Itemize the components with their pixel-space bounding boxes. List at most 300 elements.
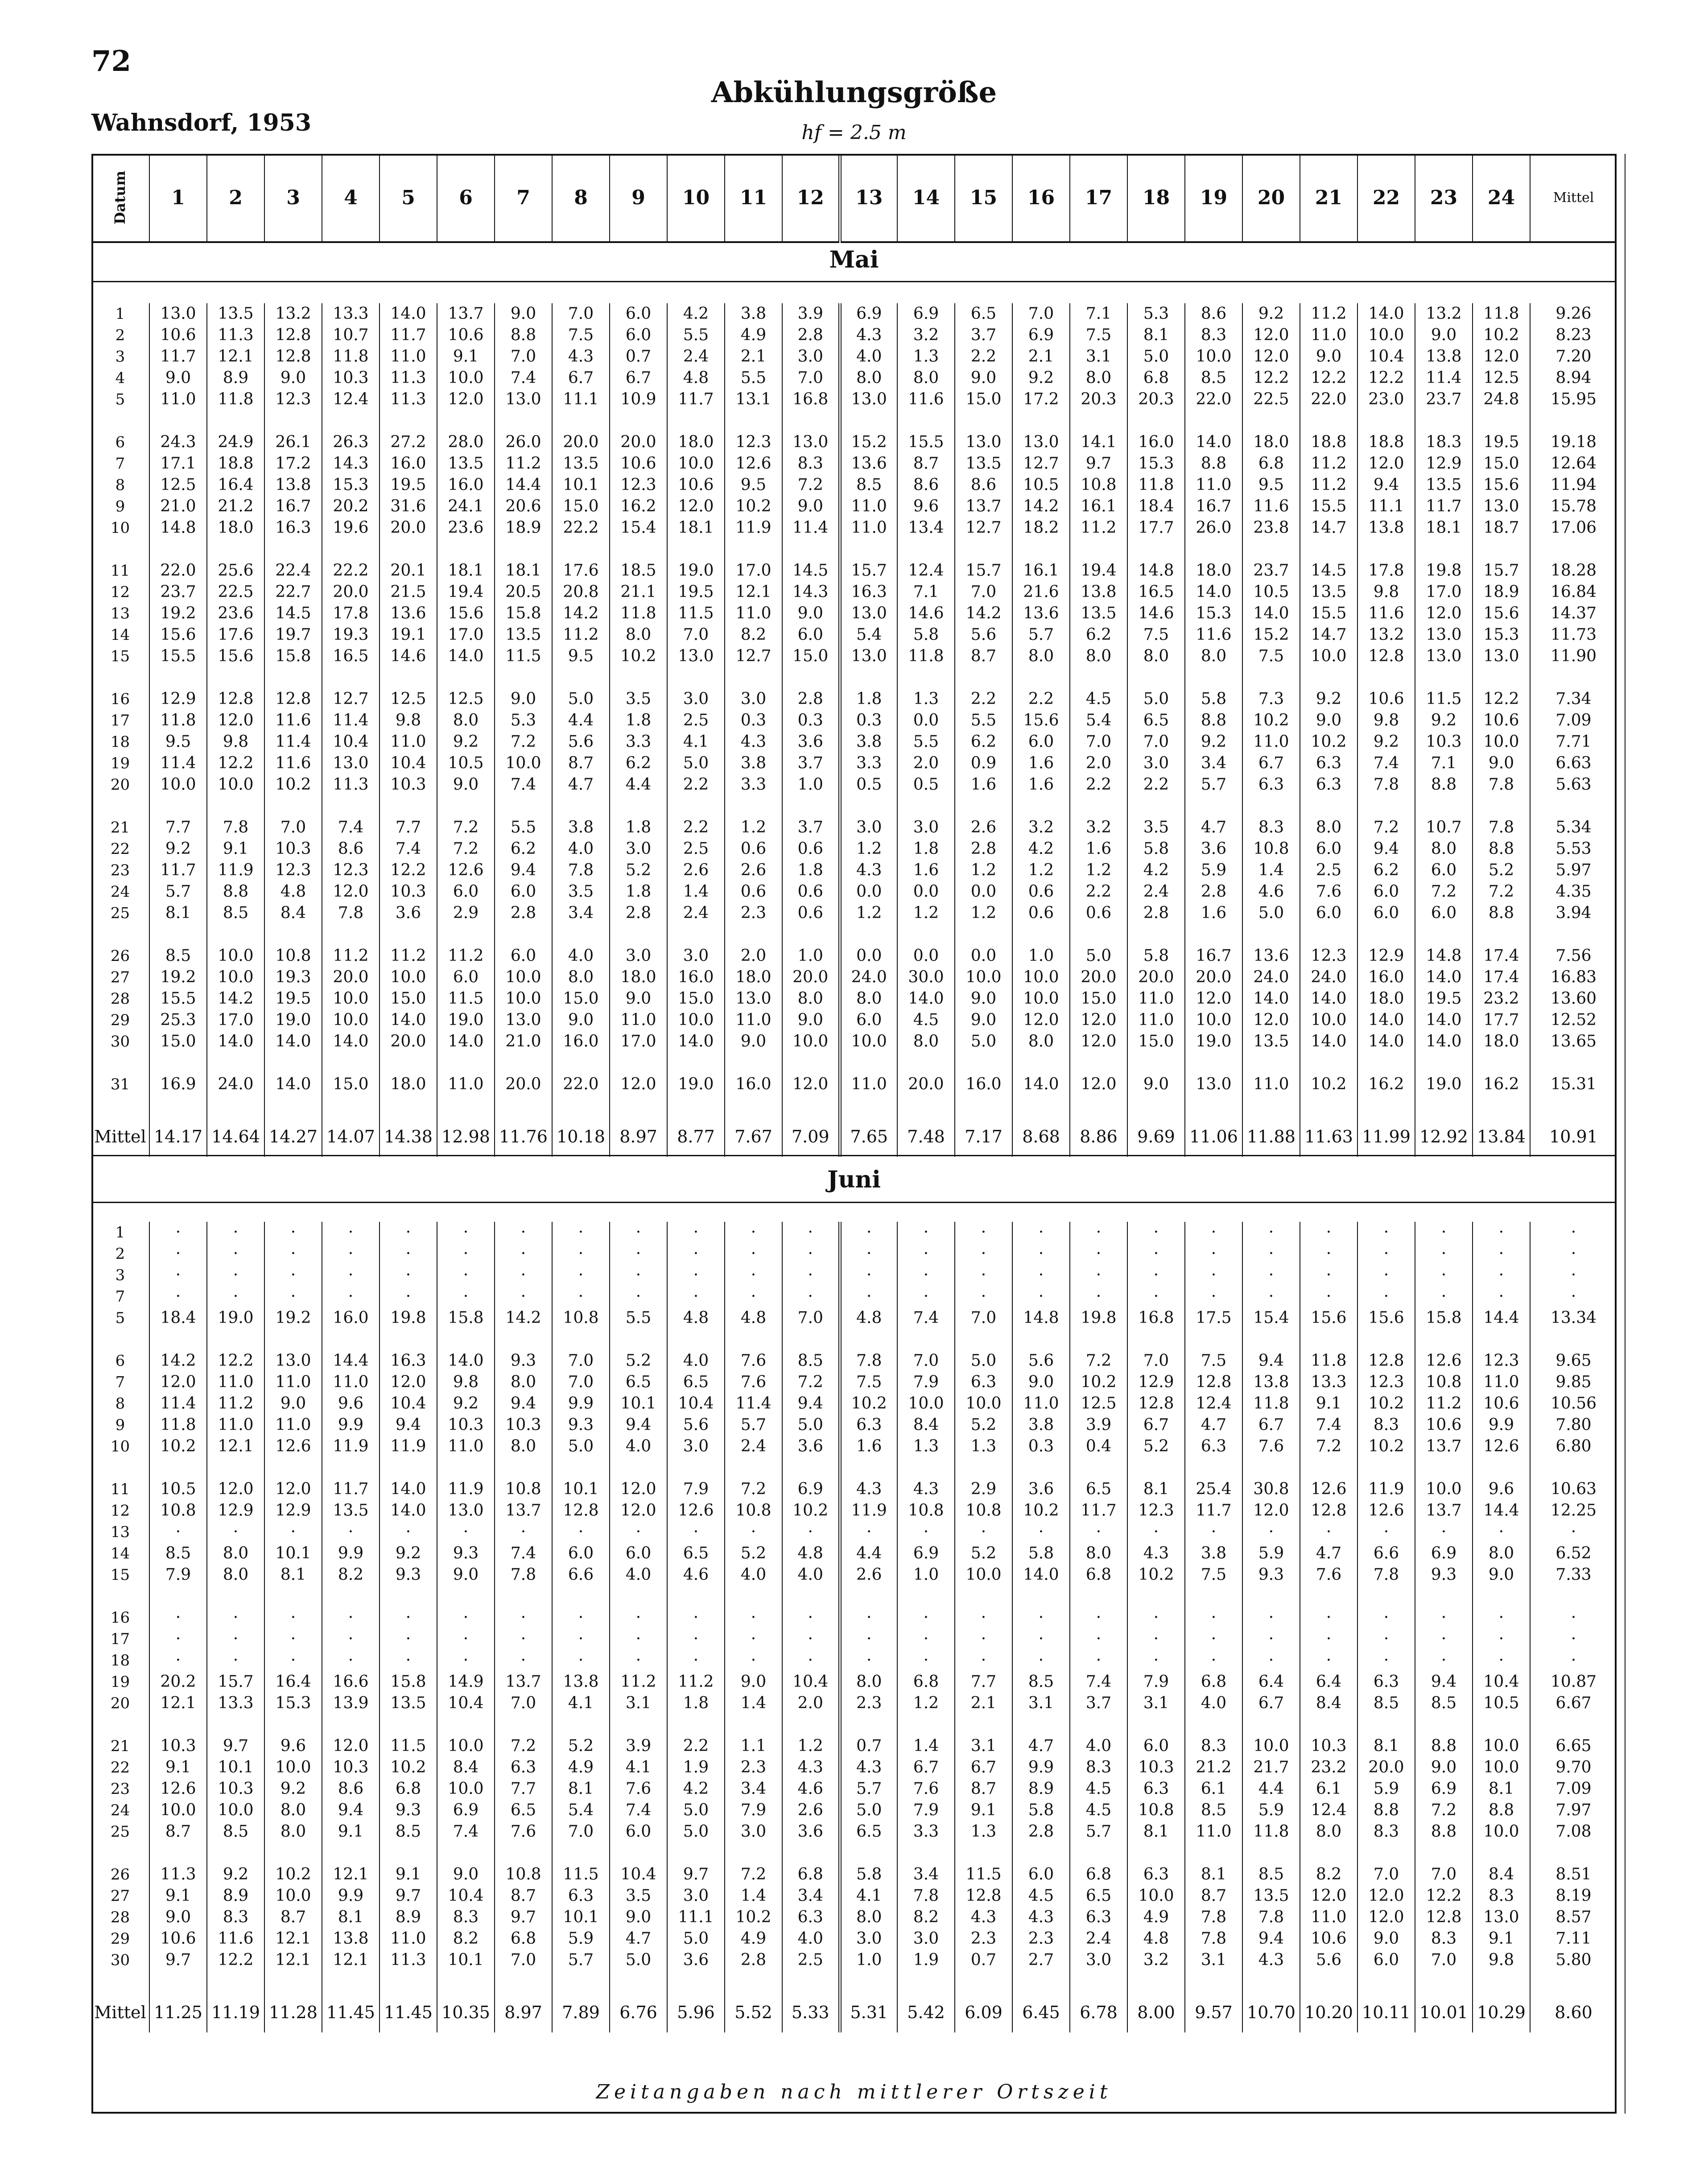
hour-value: 7.0 [782, 367, 840, 389]
hour-mean-value: 11.45 [380, 1992, 437, 2032]
table-row [91, 1500, 1617, 1521]
hour-mean-value: 7.09 [782, 1117, 840, 1157]
hour-value: 12.1 [264, 1928, 322, 1950]
hour-value: 14.0 [897, 988, 955, 1010]
gap-cell [1012, 1095, 1070, 1117]
hour-value: 10.6 [610, 453, 667, 474]
hour-value: · [1127, 1222, 1185, 1243]
hour-value: · [1415, 1243, 1473, 1265]
hour-mean-value: 9.69 [1127, 1117, 1185, 1157]
gap-cell [1070, 1971, 1127, 1992]
hour-value: · [322, 1521, 380, 1543]
hour-value: 24.1 [437, 496, 495, 517]
hour-value: 9.2 [1185, 731, 1242, 753]
hour-value: · [1070, 1265, 1127, 1286]
gap-cell [610, 924, 667, 945]
hour-value: 9.9 [322, 1543, 380, 1564]
hour-value: 9.3 [552, 1414, 610, 1436]
gap-cell [264, 667, 322, 688]
hour-value: 6.2 [955, 731, 1012, 753]
hour-value: 10.5 [437, 753, 495, 774]
hour-value: 1.4 [897, 1735, 955, 1757]
hour-value: 11.2 [1300, 453, 1357, 474]
hour-value: 19.7 [264, 624, 322, 646]
gap-cell [322, 667, 380, 688]
table-row [91, 432, 1617, 453]
hour-value: 14.4 [1473, 1500, 1530, 1521]
hour-value: 12.0 [207, 1479, 264, 1500]
hour-value: 5.8 [1127, 838, 1185, 860]
column-header [91, 154, 1617, 243]
day-mean-value: 13.65 [1530, 1031, 1617, 1052]
day-label: 24 [110, 883, 130, 901]
gap-cell [1127, 1714, 1185, 1735]
hour-value: 13.5 [955, 453, 1012, 474]
table-row [91, 1693, 1617, 1714]
gap-cell [1473, 1714, 1530, 1735]
hour-value: 14.8 [149, 517, 207, 539]
gap-cell [897, 1586, 955, 1607]
table-row [91, 346, 1617, 367]
hour-value: 9.8 [1357, 581, 1415, 603]
hour-value: 3.8 [840, 731, 897, 753]
group-gap [91, 1714, 1617, 1735]
hour-value: 8.0 [1473, 1543, 1530, 1564]
hour-value: 13.6 [1012, 603, 1070, 624]
gap-cell [91, 1329, 149, 1350]
hour-value: 2.6 [725, 860, 782, 881]
hour-value: 10.0 [1127, 1885, 1185, 1907]
day-label: 17 [110, 712, 130, 730]
gap-cell [955, 1052, 1012, 1074]
hour-value: · [1070, 1521, 1127, 1543]
hour-value: · [1473, 1607, 1530, 1628]
hour-value: 0.5 [840, 774, 897, 796]
hour-value: 12.0 [322, 881, 380, 903]
hour-value: 9.0 [782, 496, 840, 517]
table-row [91, 1778, 1617, 1800]
hour-value: 8.4 [897, 1414, 955, 1436]
hour-value: 0.3 [782, 710, 840, 731]
gap-cell [322, 1052, 380, 1074]
hour-mean-value: 11.99 [1357, 1117, 1415, 1157]
hour-value: 6.5 [610, 1372, 667, 1393]
hour-value: 4.2 [1127, 860, 1185, 881]
hour-value: 11.1 [1357, 496, 1415, 517]
hour-value: 14.0 [322, 1031, 380, 1052]
hour-value: 11.0 [264, 1372, 322, 1393]
hour-value: 7.4 [380, 838, 437, 860]
table-row [91, 1031, 1617, 1052]
hour-value: 9.3 [495, 1350, 552, 1372]
hour-mean-value: 5.96 [667, 1992, 725, 2032]
hour-value: · [955, 1286, 1012, 1307]
hour-value: · [1012, 1243, 1070, 1265]
hour-value: · [610, 1286, 667, 1307]
gap-cell [1415, 924, 1473, 945]
hour-value: 13.5 [207, 303, 264, 325]
hour-value: 21.2 [207, 496, 264, 517]
hour-value: · [552, 1628, 610, 1650]
header-hour-14: 14 [897, 154, 955, 242]
hour-value: 2.4 [1070, 1928, 1127, 1950]
gap-cell [667, 1842, 725, 1864]
hour-value: 12.8 [207, 688, 264, 710]
hour-value: · [840, 1286, 897, 1307]
hour-value: · [495, 1521, 552, 1543]
hour-value: 9.3 [1415, 1564, 1473, 1586]
hour-value: 10.6 [1473, 710, 1530, 731]
hour-value: 1.8 [610, 817, 667, 838]
hour-value: 2.8 [1012, 1821, 1070, 1842]
day-mean-value: 11.90 [1530, 646, 1617, 667]
hour-value: 19.4 [1070, 560, 1127, 581]
hour-value: 10.0 [207, 967, 264, 988]
gap-cell [1012, 1842, 1070, 1864]
hour-value: 13.0 [149, 303, 207, 325]
hour-value: 14.4 [322, 1350, 380, 1372]
table-row [91, 1010, 1617, 1031]
hour-value: 3.6 [782, 1436, 840, 1457]
hour-value: 7.6 [897, 1778, 955, 1800]
gap-cell [552, 1971, 610, 1992]
gap-cell [1357, 667, 1415, 688]
hour-value: 11.2 [1300, 474, 1357, 496]
table-row [91, 581, 1617, 603]
hour-value: 11.3 [322, 774, 380, 796]
hour-value: 8.7 [552, 753, 610, 774]
month-table-mai [91, 303, 1617, 1157]
hour-value: 7.2 [495, 731, 552, 753]
hour-value: 8.9 [207, 367, 264, 389]
gap-cell [667, 1095, 725, 1117]
hour-value: 6.0 [1357, 1950, 1415, 1971]
hour-value: 6.9 [1012, 325, 1070, 346]
hour-value: · [840, 1265, 897, 1286]
hour-value: 9.0 [1127, 1074, 1185, 1095]
hour-value: 12.0 [1357, 453, 1415, 474]
hour-value: 4.4 [552, 710, 610, 731]
hour-value: 8.3 [1415, 1928, 1473, 1950]
hour-value: 9.2 [264, 1778, 322, 1800]
hour-value: 11.4 [149, 753, 207, 774]
hour-value: · [437, 1521, 495, 1543]
hour-value: 9.6 [897, 496, 955, 517]
hour-value: 16.0 [725, 1074, 782, 1095]
hour-value: 11.0 [610, 1010, 667, 1031]
hour-mean-value: 10.11 [1357, 1992, 1415, 2032]
hour-value: 20.2 [322, 496, 380, 517]
hour-value: 9.0 [149, 1907, 207, 1928]
table-row [91, 945, 1617, 967]
hour-value: 10.8 [552, 1307, 610, 1329]
hour-value: · [1185, 1521, 1242, 1543]
hour-value: 19.5 [264, 988, 322, 1010]
gap-cell [1473, 1842, 1530, 1864]
gap-cell [207, 539, 264, 560]
hour-value: 14.2 [495, 1307, 552, 1329]
hour-value: 12.6 [1300, 1479, 1357, 1500]
hour-value: 4.6 [782, 1778, 840, 1800]
hour-value: 23.2 [1300, 1757, 1357, 1778]
hour-value: 19.0 [667, 1074, 725, 1095]
gap-cell [264, 796, 322, 817]
day-label: 1 [115, 305, 125, 323]
gap-cell [667, 1052, 725, 1074]
hour-value: 10.6 [1357, 688, 1415, 710]
hour-value: 4.5 [1012, 1885, 1070, 1907]
hour-value: 8.0 [437, 710, 495, 731]
gap-cell [840, 1052, 897, 1074]
hour-value: 12.9 [1127, 1372, 1185, 1393]
hour-value: 7.1 [897, 581, 955, 603]
month-divider-mai [91, 281, 1617, 282]
hour-value: 5.0 [667, 753, 725, 774]
hour-value: 8.0 [840, 1671, 897, 1693]
hour-value: · [782, 1650, 840, 1671]
hour-value: 7.0 [897, 1350, 955, 1372]
hour-value: 5.8 [1012, 1800, 1070, 1821]
hour-value: 8.9 [207, 1885, 264, 1907]
hour-value: 10.0 [207, 1800, 264, 1821]
hour-value: 8.7 [897, 453, 955, 474]
gap-cell [437, 1457, 495, 1479]
hour-value: 3.6 [380, 903, 437, 924]
gap-cell [495, 1095, 552, 1117]
hour-value: 7.9 [149, 1564, 207, 1586]
hour-value: 5.9 [552, 1928, 610, 1950]
gap-cell [380, 1714, 437, 1735]
gap-cell [725, 1052, 782, 1074]
hour-value: 6.3 [1300, 753, 1357, 774]
hour-value: 0.6 [782, 838, 840, 860]
hour-value: 10.0 [1473, 1821, 1530, 1842]
hour-value: 12.3 [1473, 1350, 1530, 1372]
hour-value: 9.4 [495, 860, 552, 881]
hour-value: 8.0 [782, 988, 840, 1010]
hour-value: 11.8 [149, 710, 207, 731]
gap-cell [264, 1714, 322, 1735]
hour-value: 15.3 [1185, 603, 1242, 624]
gap-cell [264, 410, 322, 432]
hour-value: 15.7 [207, 1671, 264, 1693]
gap-cell [1127, 539, 1185, 560]
hour-value: 4.7 [1185, 1414, 1242, 1436]
hour-value: 6.2 [1357, 860, 1415, 881]
hour-value: 20.0 [552, 432, 610, 453]
hour-value: 15.2 [1242, 624, 1300, 646]
hour-value: 16.0 [1357, 967, 1415, 988]
hour-value: · [437, 1222, 495, 1243]
hour-value: 11.8 [149, 1414, 207, 1436]
gap-cell [955, 667, 1012, 688]
hour-value: 10.7 [1415, 817, 1473, 838]
hour-value: 9.4 [1242, 1350, 1300, 1372]
hour-value: 16.0 [552, 1031, 610, 1052]
table-row [91, 1372, 1617, 1393]
hour-value: · [322, 1265, 380, 1286]
hour-value: 6.5 [495, 1800, 552, 1821]
hour-value: 7.4 [495, 774, 552, 796]
hour-value: 5.0 [552, 1436, 610, 1457]
gap-cell [1530, 1971, 1617, 1992]
header-mittel: Mittel [1530, 154, 1617, 242]
gap-cell [1127, 1052, 1185, 1074]
hour-value: 8.9 [1012, 1778, 1070, 1800]
hour-value: 10.0 [1300, 646, 1357, 667]
hour-value: 14.5 [782, 560, 840, 581]
hour-value: 16.2 [610, 496, 667, 517]
hour-value: 7.4 [495, 367, 552, 389]
hour-value: 22.4 [264, 560, 322, 581]
hour-value: 8.0 [1012, 646, 1070, 667]
hour-value: 9.2 [1357, 731, 1415, 753]
hour-mean-value: 8.00 [1127, 1992, 1185, 2032]
hour-value: 12.2 [380, 860, 437, 881]
table-row [91, 496, 1617, 517]
hour-value: · [1300, 1521, 1357, 1543]
gap-cell [610, 1842, 667, 1864]
hour-value: 2.4 [667, 903, 725, 924]
hour-value: 5.0 [1127, 346, 1185, 367]
hour-value: 7.8 [1473, 817, 1530, 838]
hour-value: 19.0 [264, 1010, 322, 1031]
hour-value: 10.3 [437, 1414, 495, 1436]
hour-value: 15.0 [552, 988, 610, 1010]
hour-value: 6.3 [552, 1885, 610, 1907]
hour-value: 10.0 [207, 945, 264, 967]
gap-cell [1530, 1052, 1617, 1074]
hour-value: 15.0 [1070, 988, 1127, 1010]
hour-value: 8.8 [1185, 710, 1242, 731]
gap-cell [207, 1329, 264, 1350]
table-row [91, 1393, 1617, 1414]
hour-value: 7.2 [1415, 881, 1473, 903]
gap-cell [955, 1095, 1012, 1117]
hour-value: 10.2 [1300, 1074, 1357, 1095]
hour-value: 7.6 [725, 1350, 782, 1372]
hour-value: 4.5 [897, 1010, 955, 1031]
hour-value: 6.5 [955, 303, 1012, 325]
hour-value: 4.0 [667, 1350, 725, 1372]
table-row [91, 1864, 1617, 1885]
hour-value: 0.9 [955, 753, 1012, 774]
gap-cell [897, 1457, 955, 1479]
hour-value: 6.3 [1357, 1671, 1415, 1693]
gap-cell [725, 1714, 782, 1735]
hour-value: 21.5 [380, 581, 437, 603]
hour-value: 3.4 [782, 1885, 840, 1907]
hour-value: 13.0 [725, 988, 782, 1010]
hour-value: · [1185, 1265, 1242, 1286]
hour-value: 5.5 [897, 731, 955, 753]
hour-value: 7.2 [1070, 1350, 1127, 1372]
hour-value: 10.2 [1357, 1393, 1415, 1414]
hour-value: 6.3 [840, 1414, 897, 1436]
gap-cell [91, 667, 149, 688]
hour-value: 9.5 [1242, 474, 1300, 496]
hour-value: 17.2 [1012, 389, 1070, 410]
hour-value: 13.2 [1415, 303, 1473, 325]
hour-value: · [1070, 1243, 1127, 1265]
hour-value: 10.0 [1185, 1010, 1242, 1031]
hour-value: 13.5 [552, 453, 610, 474]
group-gap [91, 1971, 1617, 1992]
hour-value: 9.4 [610, 1414, 667, 1436]
hour-value: 7.0 [552, 1821, 610, 1842]
hour-value: 1.6 [1185, 903, 1242, 924]
day-mean-value: 15.95 [1530, 389, 1617, 410]
hour-value: 17.8 [1357, 560, 1415, 581]
gap-cell [955, 796, 1012, 817]
hour-value: 16.9 [149, 1074, 207, 1095]
gap-cell [610, 1457, 667, 1479]
hour-value: 10.3 [264, 838, 322, 860]
hour-value: 14.0 [1012, 1564, 1070, 1586]
day-mean-value: 6.80 [1530, 1436, 1617, 1457]
hour-value: 7.8 [207, 817, 264, 838]
hour-value: · [782, 1607, 840, 1628]
table-row [91, 624, 1617, 646]
gap-cell [380, 667, 437, 688]
gap-cell [1070, 539, 1127, 560]
hour-value: 9.7 [207, 1735, 264, 1757]
hour-value: 25.3 [149, 1010, 207, 1031]
gap-cell [782, 667, 840, 688]
hour-value: 13.0 [840, 389, 897, 410]
hour-value: 2.8 [610, 903, 667, 924]
hour-value: 9.0 [725, 1671, 782, 1693]
hour-value: 2.3 [725, 1757, 782, 1778]
hour-value: 12.5 [1070, 1393, 1127, 1414]
header-datum-label: Datum [111, 170, 129, 225]
hour-value: · [782, 1243, 840, 1265]
hour-value: 0.6 [725, 838, 782, 860]
hour-value: · [897, 1650, 955, 1671]
table-row [91, 303, 1617, 325]
hour-value: 7.6 [495, 1821, 552, 1842]
hour-value: · [725, 1286, 782, 1307]
gap-cell [437, 1714, 495, 1735]
day-label: 3 [115, 348, 125, 366]
day-label: 13 [110, 1523, 130, 1541]
gap-cell [1242, 1329, 1300, 1350]
hour-value: 4.8 [782, 1543, 840, 1564]
hour-value: 3.2 [1012, 817, 1070, 838]
hour-value: 8.3 [1185, 1735, 1242, 1757]
hour-value: · [1357, 1521, 1415, 1543]
hour-value: 8.0 [1127, 646, 1185, 667]
hour-value: 9.3 [380, 1800, 437, 1821]
hour-value: 11.2 [1415, 1393, 1473, 1414]
gap-cell [610, 1329, 667, 1350]
hour-value: 12.0 [610, 1500, 667, 1521]
hour-value: 3.9 [1070, 1414, 1127, 1436]
header-hour-24: 24 [1473, 154, 1530, 242]
gap-cell [495, 1052, 552, 1074]
hour-mean-value: 8.97 [610, 1117, 667, 1157]
hour-value: 24.0 [1242, 967, 1300, 988]
hour-value: 10.4 [1473, 1671, 1530, 1693]
hour-value: · [897, 1521, 955, 1543]
hour-value: 9.0 [1415, 325, 1473, 346]
gap-cell [1012, 1052, 1070, 1074]
hour-value: 3.0 [725, 1821, 782, 1842]
hour-value: 10.4 [1357, 346, 1415, 367]
gap-cell [897, 410, 955, 432]
hour-value: 12.6 [1473, 1436, 1530, 1457]
hour-value: 10.2 [1242, 710, 1300, 731]
